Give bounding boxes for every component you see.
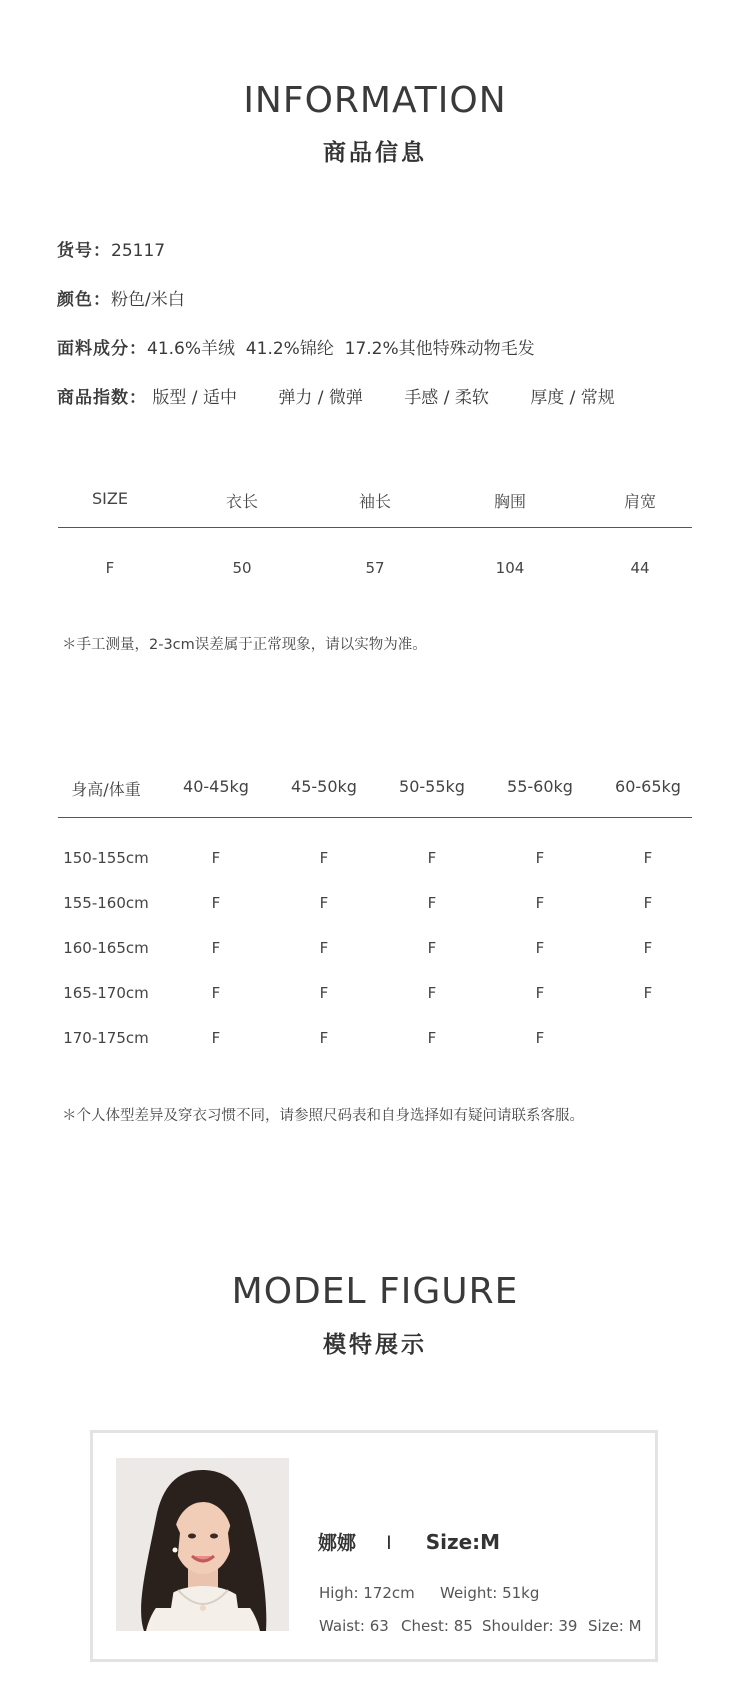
model-size: Size: M [588, 1617, 642, 1635]
color-row [57, 285, 185, 310]
size-cell-shoulder: 44 [630, 559, 650, 577]
model-waist: Waist: 63 [319, 1617, 389, 1635]
fabric-label: 面料成分： [57, 339, 147, 359]
metrics-label: 商品指数： [57, 388, 147, 408]
fit-cell: F [535, 849, 545, 867]
model-name: 娜娜 [318, 1532, 357, 1554]
size-cell-size: F [105, 559, 115, 577]
fit-cell: F [319, 1029, 329, 1047]
fit-cell: F [211, 984, 221, 1002]
model-photo [116, 1458, 289, 1631]
fit-cell: F [535, 1029, 545, 1047]
fit-row-height: 150-155cm [63, 849, 149, 867]
model-subtitle: 模特展示 [323, 1332, 427, 1358]
fit-cell: F [427, 849, 437, 867]
size-cell-chest: 104 [495, 559, 525, 577]
fit-cell: F [535, 939, 545, 957]
fit-cell: F [535, 894, 545, 912]
fabric-value: 41.6%羊绒 41.2%锦纶 17.2%其他特殊动物毛发 [147, 339, 535, 359]
size-header-shoulder: 肩宽 [623, 492, 656, 511]
fit-cell: F [427, 939, 437, 957]
name-separator: I [386, 1532, 392, 1554]
size-header-length: 衣长 [225, 492, 258, 511]
metric-fit: 版型 / 适中 [152, 388, 237, 408]
fit-note: ＊个人体型差异及穿衣习惯不同，请参照尺码表和自身选择如有疑问请联系客服。 [62, 1108, 584, 1124]
size-header-size: SIZE [92, 489, 128, 508]
model-name-line [318, 1528, 500, 1555]
sku-row [57, 236, 165, 261]
model-title: MODEL FIGURE [231, 1271, 519, 1312]
fit-row-height: 165-170cm [63, 984, 149, 1002]
fit-cell: F [319, 984, 329, 1002]
fit-cell: F [427, 984, 437, 1002]
fit-cell: F [319, 894, 329, 912]
fit-table-divider [58, 817, 692, 818]
size-note: ＊手工测量，2-3cm误差属于正常现象，请以实物为准。 [62, 637, 427, 653]
model-height: High: 172cm [319, 1584, 415, 1602]
model-weight: Weight: 51kg [440, 1584, 540, 1602]
fit-cell: F [319, 849, 329, 867]
fabric-row [57, 334, 535, 359]
metric-stretch: 弹力 / 微弹 [278, 388, 363, 408]
size-header-chest: 胸围 [493, 492, 526, 511]
fit-cell: F [211, 849, 221, 867]
fit-row-height: 170-175cm [63, 1029, 149, 1047]
information-subtitle: 商品信息 [323, 140, 427, 166]
fit-cell: F [211, 1029, 221, 1047]
fit-cell: F [643, 894, 653, 912]
fit-header-60-65: 60-65kg [615, 777, 681, 796]
fit-header-55-60: 55-60kg [507, 777, 573, 796]
size-header-sleeve: 袖长 [358, 492, 391, 511]
metric-feel: 手感 / 柔软 [404, 388, 489, 408]
fit-cell: F [427, 1029, 437, 1047]
color-label: 颜色： [57, 290, 111, 310]
sku-value: 25117 [111, 241, 166, 261]
fit-cell: F [535, 984, 545, 1002]
model-card [90, 1430, 658, 1662]
fit-row-height: 160-165cm [63, 939, 149, 957]
size-cell-length: 50 [232, 559, 252, 577]
fit-cell: F [427, 894, 437, 912]
fit-cell: F [319, 939, 329, 957]
model-shoulder: Shoulder: 39 [482, 1617, 578, 1635]
metrics-row [57, 383, 651, 408]
model-chest: Chest: 85 [401, 1617, 473, 1635]
sku-label: 货号： [57, 241, 111, 261]
model-size-label: Size:M [425, 1530, 501, 1554]
color-value: 粉色/米白 [111, 290, 185, 310]
fit-header-40-45: 40-45kg [183, 777, 249, 796]
fit-header-height-weight: 身高/体重 [71, 780, 141, 799]
fit-header-50-55: 50-55kg [399, 777, 465, 796]
fit-cell: F [211, 894, 221, 912]
fit-header-45-50: 45-50kg [291, 777, 357, 796]
size-table-divider [58, 527, 692, 528]
fit-cell: F [643, 849, 653, 867]
fit-cell: F [643, 984, 653, 1002]
fit-row-height: 155-160cm [63, 894, 149, 912]
fit-cell: F [211, 939, 221, 957]
information-title: INFORMATION [243, 80, 507, 121]
fit-cell: F [643, 939, 653, 957]
size-cell-sleeve: 57 [365, 559, 385, 577]
metric-thickness: 厚度 / 常规 [530, 388, 615, 408]
